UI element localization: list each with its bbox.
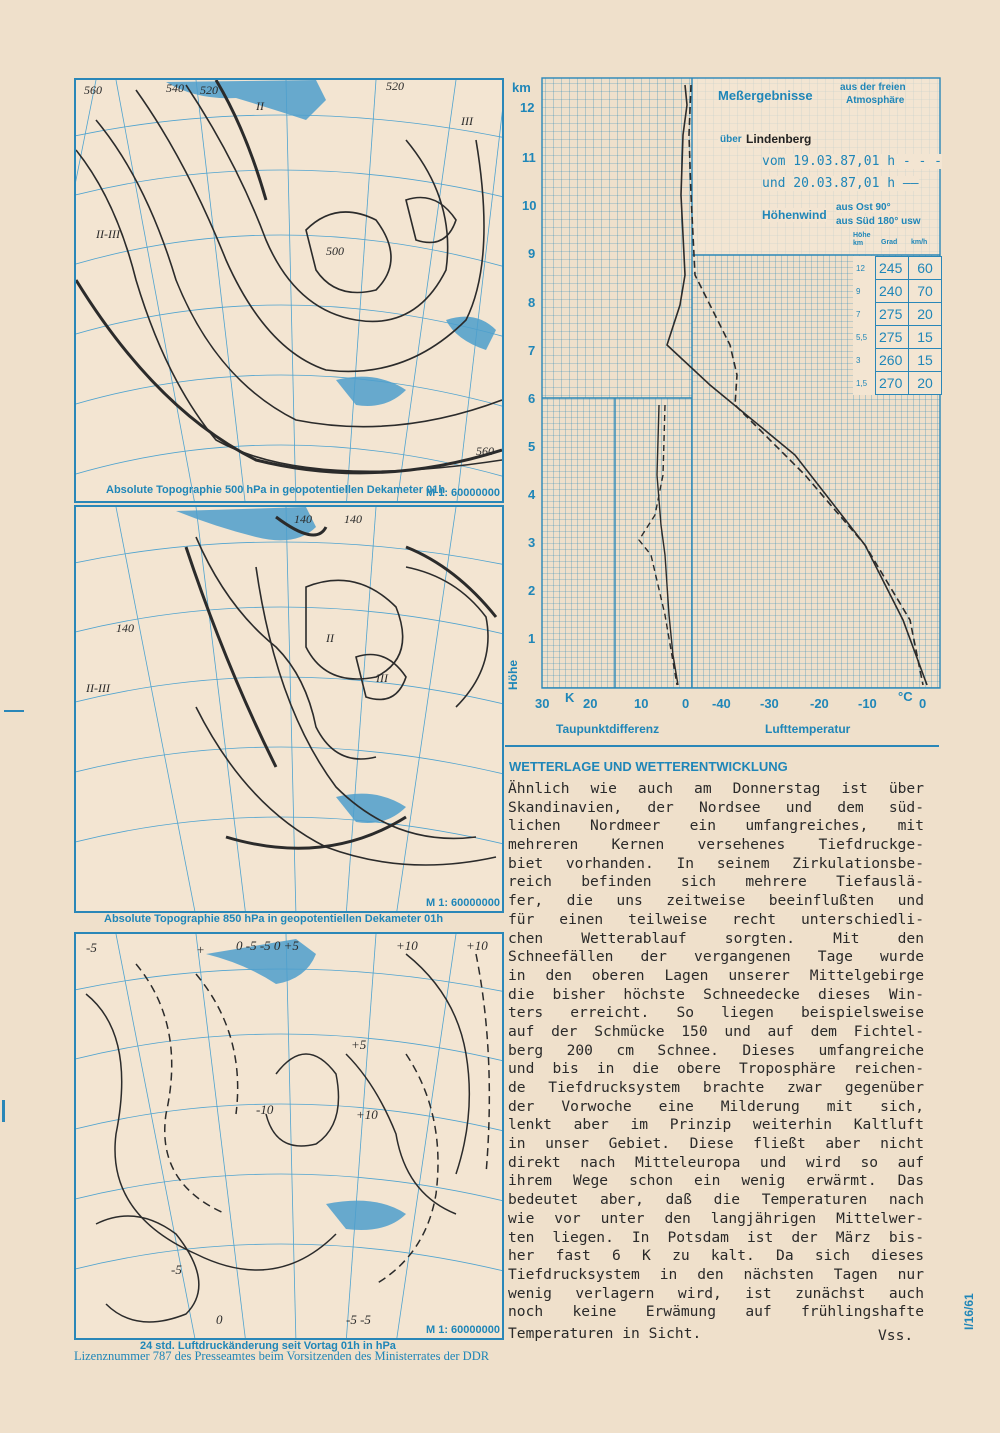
wind-speed: 15 — [909, 326, 942, 349]
x-tick-dew: 30 — [535, 696, 550, 711]
text-line: und bis in die obere Troposphäre reichen- — [508, 1060, 924, 1078]
text-line: noch keine Erwämung auf frühlingshafte — [508, 1303, 924, 1321]
map-pressure-change-caption: 24 std. Luftdruckänderung seit Vortag 01h in hPa — [140, 1340, 396, 1352]
text-heading: WETTERLAGE UND WETTERENTWICKLUNG — [509, 759, 788, 774]
text-line: chen Wetterablauf sorgten. Mit den — [508, 929, 924, 947]
text-line: reich befinden sich mehrere Tiefauslä- — [508, 873, 924, 891]
legend-title: Meßergebnisse — [718, 88, 813, 103]
y-tick: 9 — [528, 246, 536, 261]
svg-text:500: 500 — [326, 244, 344, 258]
x-tick-temp: 0 — [919, 696, 927, 711]
wind-degree: 260 — [876, 349, 909, 372]
svg-text:540: 540 — [166, 81, 184, 95]
text-line: wie vor unter den langjährigen Mittelwer- — [508, 1209, 924, 1227]
svg-text:II: II — [326, 631, 334, 645]
text-line: ten liegen. In Potsdam ist der März bis- — [508, 1228, 924, 1246]
x-tick-temp: -30 — [760, 696, 779, 711]
svg-text:-10: -10 — [256, 1102, 274, 1117]
text-line: her fast 6 K zu kalt. Da sich dieses — [508, 1247, 924, 1265]
text-line: die bisher höchste Schneedecke dieses Win- — [508, 985, 924, 1003]
y-tick: 3 — [528, 535, 536, 550]
text-line: in unser Gebiet. Diese fließt aber nicht — [508, 1135, 924, 1153]
x-tick-dew: 0 — [682, 696, 690, 711]
svg-text:II-III: II-III — [86, 681, 110, 695]
legend-run-2: und 20.03.87,01 h —— — [762, 176, 919, 191]
wind-dir-1: aus Ost 90° — [836, 202, 891, 213]
wind-degree: 240 — [876, 280, 909, 303]
wind-height: 1,5 — [856, 378, 868, 388]
wind-height: 5,5 — [856, 332, 868, 342]
text-line: wenig verlagern wird, ist zunächst auch — [508, 1284, 924, 1302]
y-tick: 11 — [522, 150, 536, 165]
text-line: bedeutet aber, daß die Temperaturen nach — [508, 1191, 924, 1209]
text-line: Ähnlich wie auch am Donnerstag ist über — [508, 780, 924, 797]
text-signature: Vss. — [878, 1327, 914, 1344]
svg-text:140: 140 — [116, 621, 134, 635]
map-850hpa-drawing — [76, 507, 502, 911]
wind-height: 3 — [856, 355, 861, 365]
wind-speed: 15 — [909, 349, 942, 372]
text-last-line: Temperaturen in Sicht. — [508, 1325, 702, 1342]
svg-text:520: 520 — [386, 80, 404, 93]
text-line: fer, die uns zeitweise beeinflußten und — [508, 892, 924, 910]
y-tick: 1 — [528, 631, 536, 646]
x-tick-dew: 20 — [583, 696, 598, 711]
wind-speed: 20 — [909, 372, 942, 395]
svg-text:-5: -5 — [86, 940, 97, 955]
wind-height: 12 — [856, 263, 865, 273]
wind-row — [853, 280, 942, 303]
legend-run-1: vom 19.03.87,01 h - - - — [762, 154, 943, 169]
svg-text:560: 560 — [84, 83, 102, 97]
margin-mark — [4, 710, 24, 712]
svg-text:III: III — [376, 671, 388, 685]
text-divider — [505, 745, 939, 747]
wind-height: 9 — [856, 286, 861, 296]
x-tick-dew: 10 — [634, 696, 649, 711]
wind-degree: 275 — [876, 326, 909, 349]
svg-text:II-III: II-III — [96, 227, 120, 241]
wind-degree: 270 — [876, 372, 909, 395]
margin-mark — [2, 1100, 5, 1122]
wind-height: 7 — [856, 309, 861, 319]
map-500hpa-drawing — [76, 80, 502, 501]
text-line: mehreren Kernen versehenes Tiefdruckge- — [508, 836, 924, 854]
text-line: ihrem Wege schon ein wenig erwärmt. Das — [508, 1172, 924, 1190]
dew-axis-label: Taupunktdifferenz — [556, 722, 660, 736]
wind-title: Höhenwind — [762, 208, 827, 222]
y-axis-label: Höhe — [506, 660, 520, 690]
text-line: Schneefällen der vergangenen Tage wurde — [508, 948, 924, 966]
svg-text:+10: +10 — [356, 1107, 378, 1122]
svg-text:140: 140 — [294, 512, 312, 526]
wind-speed: 20 — [909, 303, 942, 326]
wind-speed: 60 — [909, 257, 942, 280]
text-line: direkt nach Mitteleuropa und wird so auf — [508, 1153, 924, 1171]
map-pressure-change — [74, 932, 504, 1340]
wind-col-speed: km/h — [911, 239, 928, 246]
y-tick: 10 — [522, 198, 537, 213]
legend-subtitle-1: aus der freien — [840, 82, 906, 93]
wind-row — [853, 349, 942, 372]
text-line: Skandinavien, der Nordsee und dem süd- — [508, 798, 924, 816]
wind-col-height: Höhe km — [853, 232, 871, 247]
x-tick-dew-unit: K — [565, 690, 575, 705]
wind-table — [853, 256, 942, 395]
map-500hpa-scale: M 1: 60000000 — [426, 487, 500, 499]
text-body — [508, 780, 924, 1322]
map-500hpa — [74, 78, 504, 503]
svg-text:II: II — [256, 99, 264, 113]
wind-degree: 275 — [876, 303, 909, 326]
wind-row — [853, 372, 942, 395]
y-tick: 8 — [528, 295, 536, 310]
y-tick: 2 — [528, 583, 536, 598]
map-500hpa-caption: Absolute Topographie 500 hPa in geopotentiellen Dekameter 01h — [106, 484, 446, 496]
svg-text:0 -5 -5 0 +5: 0 -5 -5 0 +5 — [236, 938, 299, 953]
text-line: lenkt aber im Prinzip weiterhin Kaltluft — [508, 1116, 924, 1134]
footer-license: Lizenznummer 787 des Presseamtes beim Vorsitzenden des Ministerrates der DDR — [74, 1349, 490, 1363]
y-tick: 6 — [528, 391, 536, 406]
x-tick-temp-unit: °C — [898, 689, 913, 704]
svg-text:0: 0 — [216, 1312, 223, 1327]
svg-text:III: III — [461, 114, 473, 128]
legend-station: Lindenberg — [746, 132, 812, 146]
text-line: in den oberen Lagen unserer Mittelgebirge — [508, 966, 924, 984]
svg-text:520: 520 — [200, 83, 218, 97]
wind-dir-2: aus Süd 180° usw — [836, 216, 921, 227]
text-line: Tiefdrucksystem in den nächsten Tagen nur — [508, 1265, 924, 1283]
legend-subtitle-2: Atmosphäre — [846, 95, 905, 106]
svg-text:-5: -5 — [171, 1262, 182, 1277]
wind-col-deg: Grad — [881, 239, 898, 246]
temp-axis-label: Lufttemperatur — [765, 722, 851, 736]
wind-speed: 70 — [909, 280, 942, 303]
y-tick: 7 — [528, 343, 536, 358]
y-tick: 12 — [520, 100, 535, 115]
text-line: für einen teilweise recht unterschiedli- — [508, 910, 924, 928]
text-line: auf der Schmücke 150 und auf dem Fichtel- — [508, 1022, 924, 1040]
x-tick-temp: -20 — [810, 696, 829, 711]
map-pressure-change-scale: M 1: 60000000 — [426, 1324, 500, 1336]
svg-text:+: + — [196, 942, 205, 957]
map-850hpa — [74, 505, 504, 913]
svg-text:-5 -5: -5 -5 — [346, 1312, 371, 1327]
text-line: berg 200 cm Schnee. Dieses umfangreiche — [508, 1041, 924, 1059]
map-850hpa-caption: Absolute Topographie 850 hPa in geopotentiellen Dekameter 01h — [104, 913, 444, 925]
svg-text:140: 140 — [344, 512, 362, 526]
wind-degree: 245 — [876, 257, 909, 280]
wind-row — [853, 303, 942, 326]
svg-text:560: 560 — [476, 444, 494, 458]
y-tick: 5 — [528, 439, 536, 454]
text-line: biet vorhanden. In seinem Zirkulationsbe- — [508, 854, 924, 872]
text-line: ters erreicht. So liegen beispielsweise — [508, 1004, 924, 1022]
map-pressure-change-drawing — [76, 934, 502, 1338]
x-tick-temp: -40 — [712, 696, 731, 711]
text-line: lichen Nordmeer ein umfangreiches, mit — [508, 817, 924, 835]
text-line: de Tiefdrucksystem brachte zwar gegenüber — [508, 1079, 924, 1096]
text-line: der Vorwoche eine Milderung mit sich, — [508, 1097, 924, 1115]
svg-text:+10: +10 — [396, 938, 418, 953]
side-code: I/16/61 — [962, 1293, 976, 1330]
wind-row — [853, 257, 942, 280]
svg-text:+10: +10 — [466, 938, 488, 953]
legend-station-prefix: über — [720, 134, 742, 145]
svg-text:+5: +5 — [351, 1037, 367, 1052]
y-tick: 4 — [528, 487, 536, 502]
map-850hpa-scale: M 1: 60000000 — [426, 897, 500, 909]
x-tick-temp: -10 — [858, 696, 877, 711]
wind-row — [853, 326, 942, 349]
y-axis-unit: km — [512, 80, 531, 95]
